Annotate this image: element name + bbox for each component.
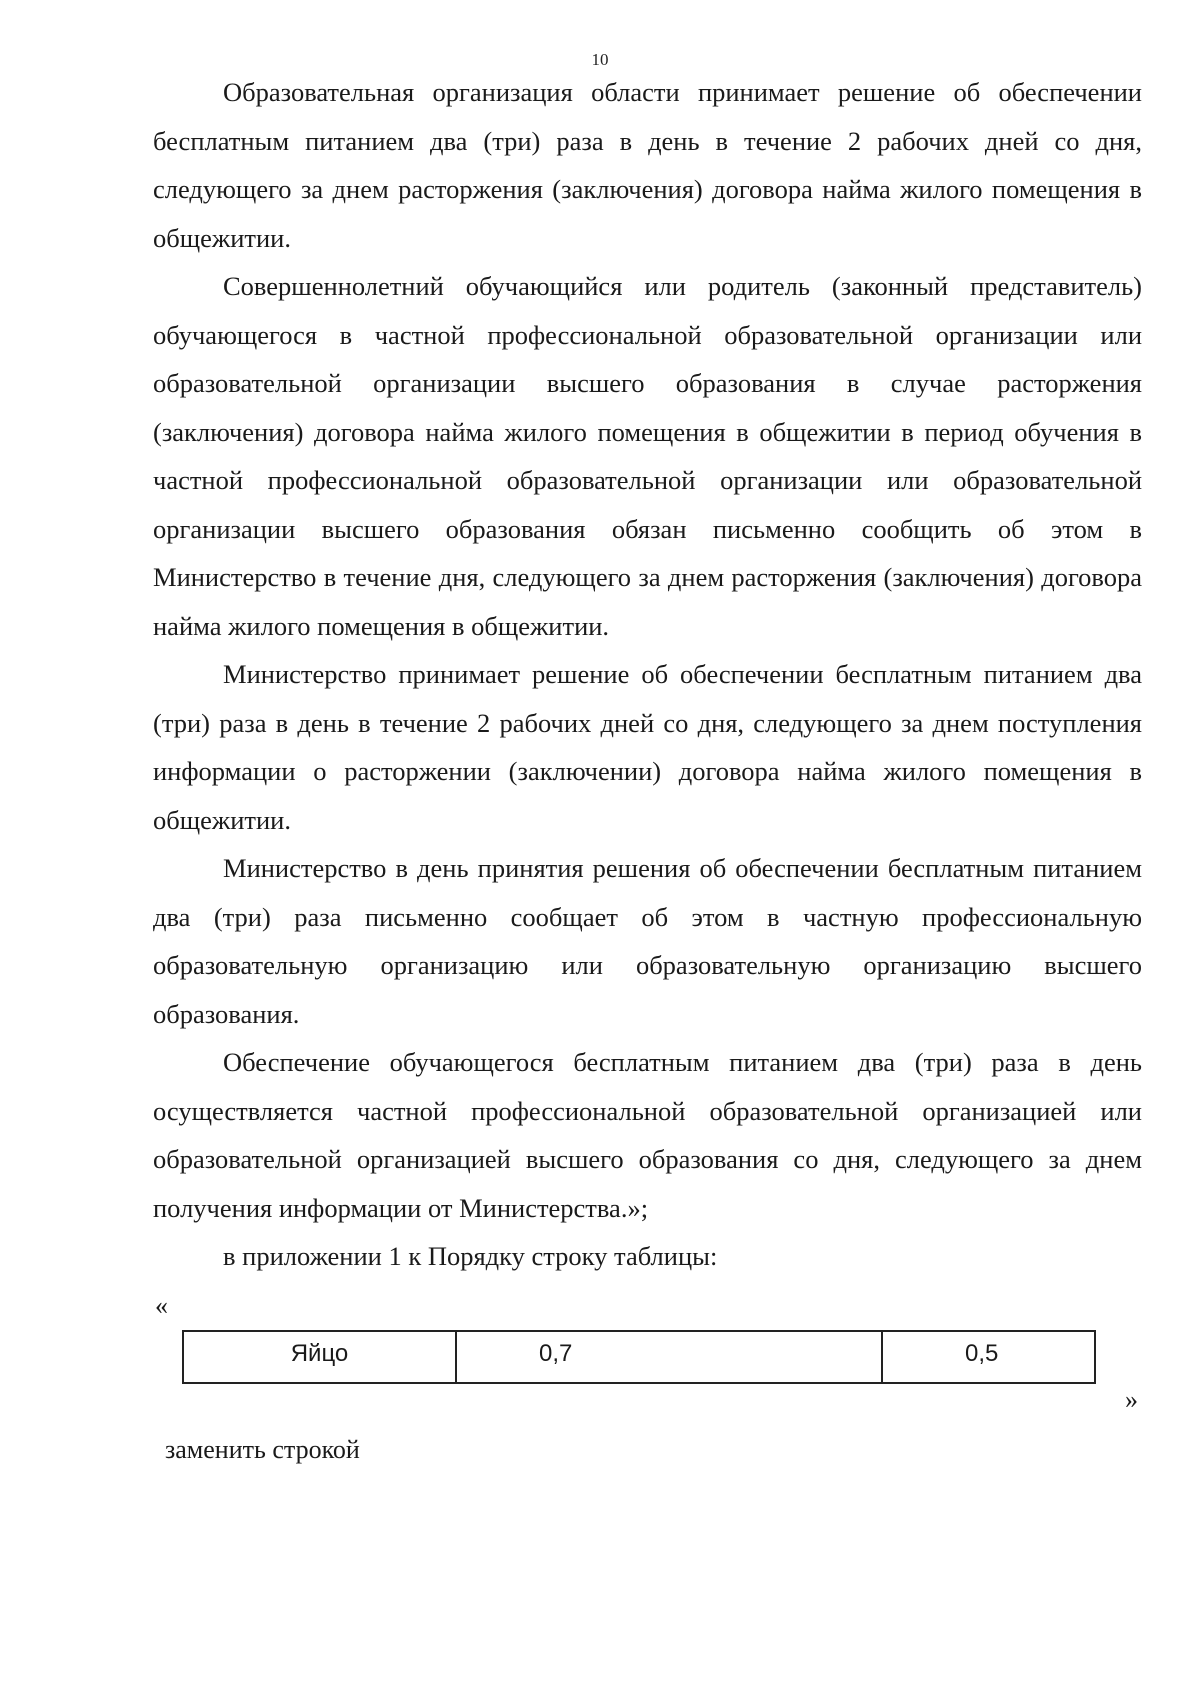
closing-text: заменить строкой (165, 1435, 360, 1464)
food-norm-table (182, 1330, 1096, 1384)
quote-open-mark: « (155, 1291, 168, 1320)
page-number: 10 (591, 50, 609, 69)
paragraph: Министерство в день принятия решения об обеспечении бесплатным питанием два (три) раза письменно сообщает об этом в частную профессиональную образовательную организацию или образовательную организацию высшего образования. (153, 853, 1142, 1029)
paragraph: Обеспечение обучающегося бесплатным питанием два (три) раза в день осуществляется частной профессиональной образовательной организацией или образовательной организацией высшего образования со дня, следующего за днем получения информации от Министерства.»; (153, 1047, 1142, 1223)
paragraph: Совершеннолетний обучающийся или родитель (законный представитель) обучающегося в частной профессиональной образовательной организации или образовательной организации высшего образования в случае расторжения (заключения) договора найма жилого помещения в общежитии в период обучения в частной профессиональной образовательной организации или образовательной организации высшего образования обязан письменно сообщить об этом в Министерство в течение дня, следующего за днем расторжения (заключения) договора найма жилого помещения в общежитии. (153, 271, 1142, 641)
table-row (183, 1331, 1095, 1383)
quote-close-mark: » (1125, 1385, 1138, 1414)
body-text (153, 68, 1142, 1281)
table-cell-value-1: 0,7 (456, 1331, 882, 1383)
paragraph: Министерство принимает решение об обеспечении бесплатным питанием два (три) раза в день в течение 2 рабочих дней со дня, следующего за днем поступления информации о расторжении (заключении) договора найма жилого помещения в общежитии. (153, 659, 1142, 835)
table-cell-product: Яйцо (183, 1331, 456, 1383)
paragraph: Образовательная организация области принимает решение об обеспечении бесплатным питанием два (три) раза в день в течение 2 рабочих дней со дня, следующего за днем расторжения (заключения) договора найма жилого помещения в общежитии. (153, 77, 1142, 253)
paragraph: в приложении 1 к Порядку строку таблицы: (223, 1241, 718, 1271)
table-cell-value-2: 0,5 (882, 1331, 1095, 1383)
